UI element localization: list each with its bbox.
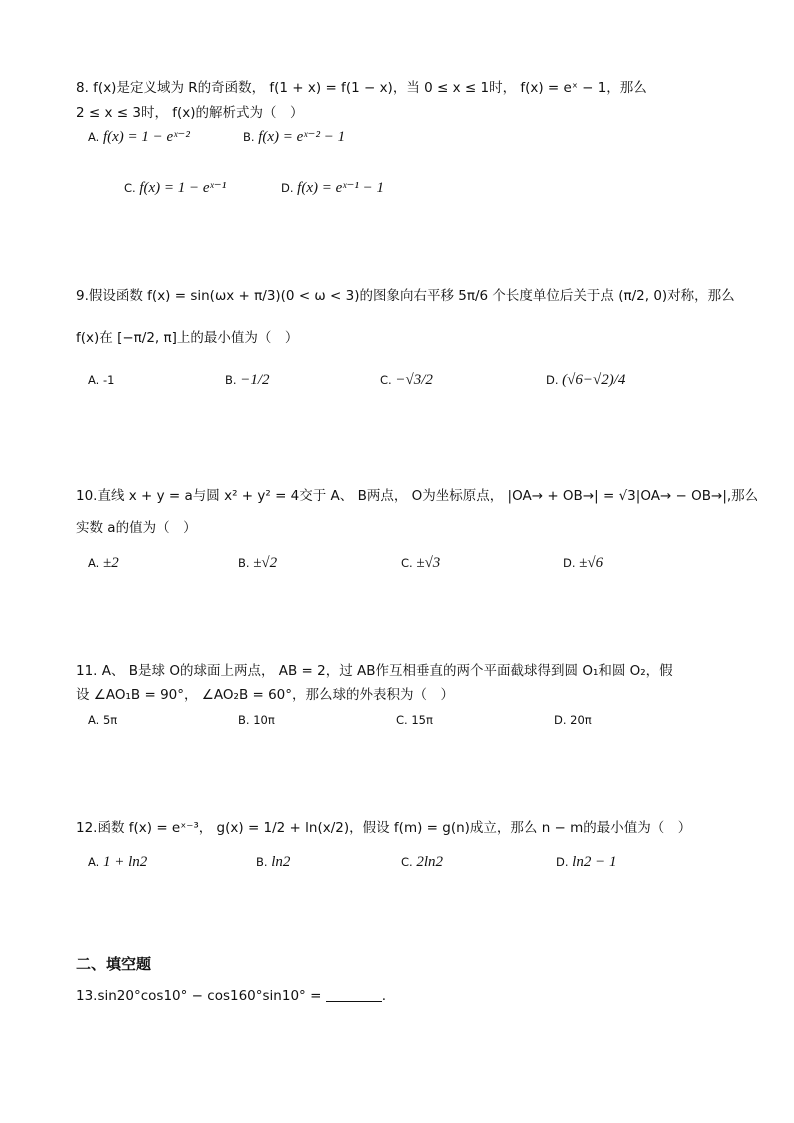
- option-label: C.: [380, 373, 392, 387]
- q13-line: [76, 986, 386, 1006]
- section-title: 二、填空题: [76, 955, 152, 973]
- q10-option-a: [88, 553, 119, 573]
- option-expr: ln2 − 1: [572, 854, 617, 870]
- option-expr: f(x) = eˣ⁻² − 1: [258, 129, 346, 145]
- q11-line2: 设 ∠AO₁B = 90°， ∠AO₂B = 60°，那么球的外表积为（ ）: [76, 687, 455, 703]
- q8-line1: 8. f(x)是定义域为 R的奇函数， f(1 + x) = f(1 − x)，当 0 ≤ x ≤ 1时， f(x) = eˣ − 1，那么: [76, 80, 647, 96]
- option-label: B.: [256, 855, 268, 869]
- option-label: D.: [556, 855, 569, 869]
- option-expr: ±2: [102, 555, 119, 571]
- q9-option-a: [88, 370, 114, 390]
- option-label: D.: [546, 373, 559, 387]
- option-expr: f(x) = 1 − eˣ⁻¹: [139, 180, 227, 196]
- option-expr: 20π: [570, 713, 592, 727]
- option-expr: ±√6: [579, 555, 604, 571]
- option-label: B.: [238, 713, 250, 727]
- option-label: C.: [396, 713, 408, 727]
- option-expr: −√3/2: [395, 372, 433, 388]
- option-expr: (√6−√2)/4: [562, 372, 626, 388]
- option-label: C.: [401, 855, 413, 869]
- option-expr: 5π: [102, 713, 118, 727]
- q13-end: .: [381, 988, 386, 1004]
- q11-option-a: [88, 710, 117, 730]
- q11-option-b: [238, 710, 275, 730]
- option-label: D.: [563, 556, 576, 570]
- option-label: B.: [225, 373, 237, 387]
- answer-blank[interactable]: [326, 987, 382, 1002]
- q11-line1: 11. A、 B是球 O的球面上两点， AB = 2，过 AB作互相垂直的两个平面截球得到圆 O₁和圆 O₂，假: [76, 663, 673, 679]
- q12-option-a: [88, 852, 147, 872]
- option-expr: ±√2: [253, 555, 278, 571]
- q10-line1: 10.直线 x + y = a与圆 x² + y² = 4交于 A、 B两点， O为坐标原点， |OA→ + OB→| = √3|OA→ − OB→|,那么: [76, 488, 759, 504]
- q9-option-c: [380, 370, 433, 390]
- q11-option-c: [396, 710, 433, 730]
- option-label: C.: [124, 181, 136, 195]
- q9-option-d: [546, 370, 625, 390]
- option-label: B.: [238, 556, 250, 570]
- q12-option-c: [401, 852, 443, 872]
- option-label: A.: [88, 130, 100, 144]
- option-label: A.: [88, 373, 100, 387]
- option-expr: ±√3: [416, 555, 441, 571]
- q8-option-a: [88, 127, 190, 147]
- q12-line1: 12.函数 f(x) = eˣ⁻³， g(x) = 1/2 + ln(x/2)，假设 f(m) = g(n)成立，那么 n − m的最小值为（ ）: [76, 820, 692, 836]
- q10-line2: 实数 a的值为（ ）: [76, 520, 197, 536]
- q9-line2: f(x)在 [−π/2, π]上的最小值为（ ）: [76, 330, 299, 346]
- option-expr: 10π: [253, 713, 275, 727]
- q10-option-b: [238, 553, 277, 573]
- option-expr: f(x) = 1 − eˣ⁻²: [102, 129, 190, 145]
- option-label: A.: [88, 855, 100, 869]
- q10-option-c: [401, 553, 440, 573]
- q12-option-b: [256, 852, 290, 872]
- option-label: B.: [243, 130, 255, 144]
- q8-option-d: [281, 178, 384, 198]
- q13-text: 13.sin20°cos10° − cos160°sin10° =: [76, 988, 322, 1004]
- option-expr: −1/2: [240, 372, 270, 388]
- q8-line2: 2 ≤ x ≤ 3时， f(x)的解析式为（ ）: [76, 105, 304, 121]
- option-label: C.: [401, 556, 413, 570]
- option-expr: ln2: [271, 854, 291, 870]
- q8-option-b: [243, 127, 345, 147]
- option-expr: 2ln2: [416, 854, 444, 870]
- option-expr: 15π: [411, 713, 433, 727]
- q11-option-d: [554, 710, 592, 730]
- q8-option-c: [124, 178, 226, 198]
- option-expr: -1: [102, 373, 115, 387]
- q12-option-d: [556, 852, 616, 872]
- option-expr: f(x) = eˣ⁻¹ − 1: [297, 180, 385, 196]
- option-label: D.: [554, 713, 567, 727]
- option-label: D.: [281, 181, 294, 195]
- option-label: A.: [88, 713, 100, 727]
- option-expr: 1 + ln2: [102, 854, 148, 870]
- q9-line1: 9.假设函数 f(x) = sin(ωx + π/3)(0 < ω < 3)的图象向右平移 5π/6 个长度单位后关于点 (π/2, 0)对称，那么: [76, 288, 735, 304]
- q10-option-d: [563, 553, 603, 573]
- option-label: A.: [88, 556, 100, 570]
- q9-option-b: [225, 370, 270, 390]
